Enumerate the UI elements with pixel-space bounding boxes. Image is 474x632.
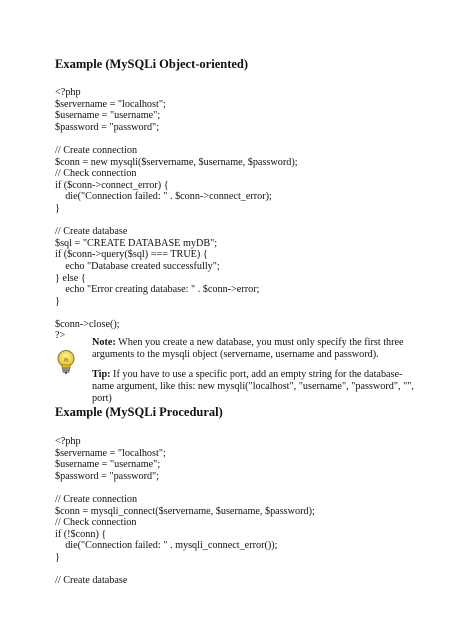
tip-paragraph bbox=[92, 369, 422, 405]
code-line: $conn = new mysqli($servername, $username, $password); bbox=[55, 156, 298, 168]
code-line: $password = "password"; bbox=[55, 470, 160, 482]
code-line: if ($conn->query($sql) === TRUE) { bbox=[55, 249, 208, 261]
code-line: die("Connection failed: " . mysqli_connect_error()); bbox=[55, 540, 278, 552]
section-heading-procedural: Example (MySQLi Procedural) bbox=[55, 405, 223, 419]
code-line: // Create database bbox=[55, 575, 128, 587]
code-line: $sql = "CREATE DATABASE myDB"; bbox=[55, 237, 218, 249]
code-line: $servername = "localhost"; bbox=[55, 447, 166, 459]
code-line: } bbox=[55, 202, 60, 214]
section-heading-object-oriented: Example (MySQLi Object-oriented) bbox=[55, 57, 249, 71]
code-line bbox=[55, 482, 315, 494]
note-text: When you create a new database, you must only specify the first three arguments to the mysqli object (servername, username and password). bbox=[92, 337, 404, 360]
code-line: $username = "username"; bbox=[55, 459, 161, 471]
code-line bbox=[55, 133, 298, 145]
code-line: $username = "username"; bbox=[55, 110, 161, 122]
note-label: Note: bbox=[92, 337, 116, 348]
code-line bbox=[55, 307, 298, 319]
code-line: $conn->close(); bbox=[55, 318, 120, 330]
code-line: } bbox=[55, 551, 60, 563]
lightbulb-icon bbox=[55, 349, 77, 375]
code-line: } bbox=[55, 295, 60, 307]
code-line: } else { bbox=[55, 272, 86, 284]
code-line: echo "Database created successfully"; bbox=[55, 260, 220, 272]
code-line: // Check connection bbox=[55, 168, 137, 180]
note-paragraph bbox=[92, 337, 422, 361]
code-line: if (!$conn) { bbox=[55, 528, 107, 540]
code-line: echo "Error creating database: " . $conn->error; bbox=[55, 284, 260, 296]
code-line bbox=[55, 564, 315, 576]
tip-text: If you have to use a specific port, add an empty string for the database-name argument, like this: new mysqli("localhost", "username", "password", "", port) bbox=[92, 369, 414, 404]
tip-label: Tip: bbox=[92, 369, 111, 380]
code-block-object-oriented bbox=[55, 87, 298, 342]
code-line bbox=[55, 215, 298, 227]
code-line: <?php bbox=[55, 436, 81, 447]
code-line: $password = "password"; bbox=[55, 121, 160, 133]
code-line: // Check connection bbox=[55, 517, 137, 529]
code-line: // Create connection bbox=[55, 493, 138, 505]
code-line: $servername = "localhost"; bbox=[55, 98, 166, 110]
code-line: ?> bbox=[55, 330, 66, 342]
code-line: <?php bbox=[55, 87, 81, 98]
code-line: die("Connection failed: " . $conn->connect_error); bbox=[55, 191, 272, 203]
code-block-procedural bbox=[55, 436, 315, 587]
code-line: if ($conn->connect_error) { bbox=[55, 179, 169, 191]
code-line: // Create database bbox=[55, 226, 128, 238]
code-line: $conn = mysqli_connect($servername, $username, $password); bbox=[55, 505, 315, 517]
code-line: // Create connection bbox=[55, 144, 138, 156]
